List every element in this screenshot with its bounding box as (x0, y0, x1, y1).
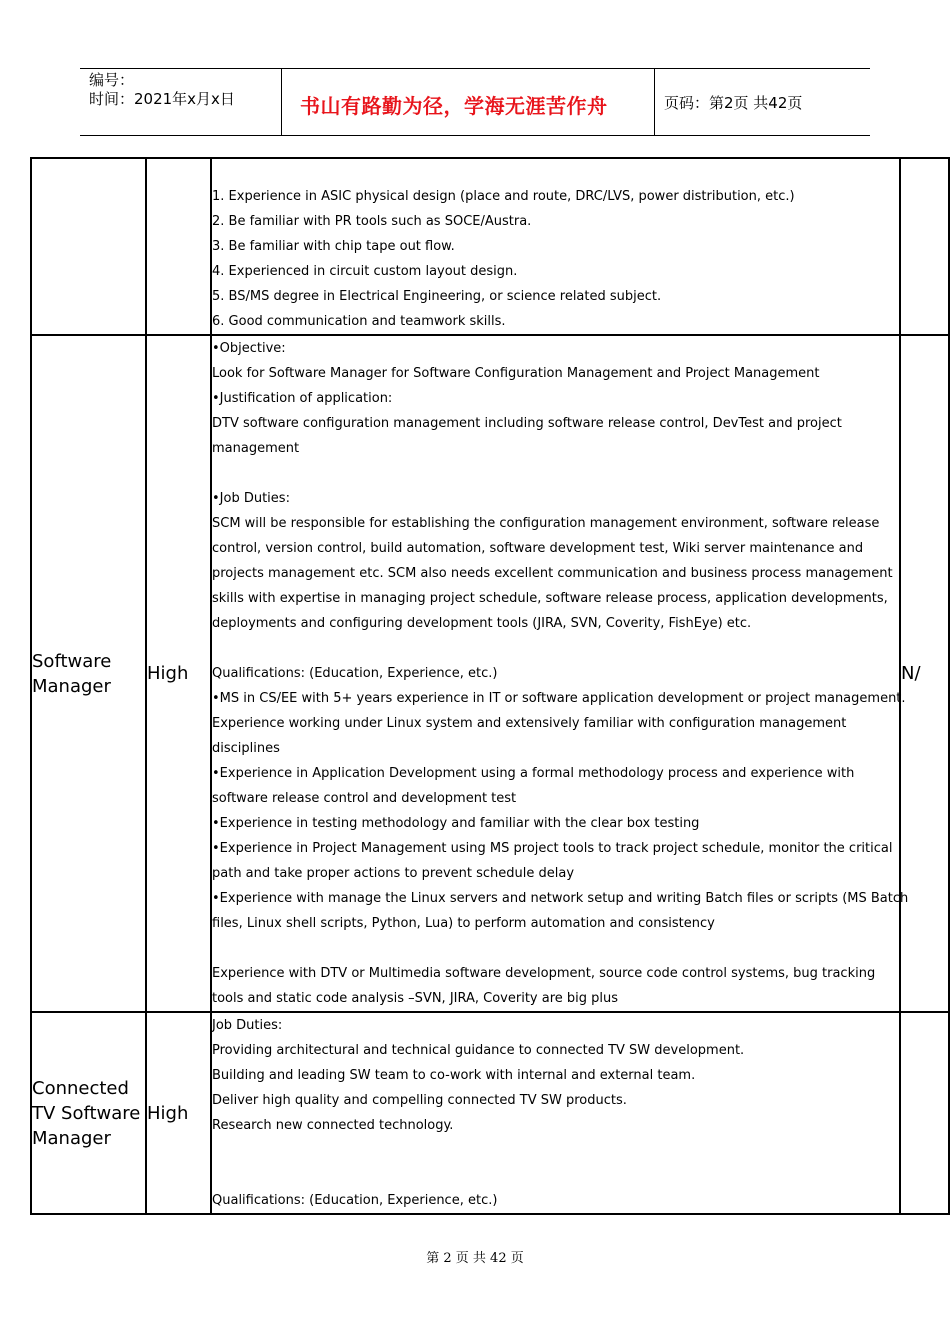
description-line: 1. Experience in ASIC physical design (place and route, DRC/LVS, power distribution, etc.) (212, 189, 795, 204)
description-line: skills with expertise in managing project schedule, software release process, application developments, (212, 591, 888, 606)
description-line: Deliver high quality and compelling connected TV SW products. (212, 1093, 627, 1108)
description-line: Job Duties: (212, 1018, 283, 1033)
job-title-line: Software (32, 650, 112, 672)
description-line: •Justification of application: (212, 391, 393, 406)
description-line: •Experience with manage the Linux servers and network setup and writing Batch files or scripts (MS Batch (212, 891, 909, 906)
table-row (31, 158, 949, 335)
header-bottom-rule (80, 135, 870, 136)
table-row (31, 1012, 949, 1214)
description-line: disciplines (212, 741, 280, 756)
description-line: Research new connected technology. (212, 1118, 454, 1133)
description-line (212, 936, 899, 961)
description-line (212, 1138, 899, 1163)
description-line: •Experience in testing methodology and familiar with the clear box testing (212, 816, 700, 831)
note-cell (900, 158, 949, 335)
priority-cell (146, 158, 211, 335)
description-line: 4. Experienced in circuit custom layout design. (212, 264, 518, 279)
job-table (30, 157, 950, 1215)
job-title-line: Manager (32, 1127, 111, 1149)
description-line: •Experience in Application Development using a formal methodology process and experience with (212, 766, 855, 781)
description-line: Qualifications: (Education, Experience, etc.) (212, 666, 498, 681)
description-line: files, Linux shell scripts, Python, Lua) to perform automation and consistency (212, 916, 715, 931)
description-line: •Experience in Project Management using MS project tools to track project schedule, monitor the critical (212, 841, 893, 856)
header-divider-right (654, 69, 655, 136)
description-line: path and take proper actions to prevent schedule delay (212, 866, 575, 881)
motto: 书山有路勤为径，学海无涯苦作舟 (300, 94, 608, 118)
description-line: management (212, 441, 300, 456)
serial-label: 编号： (89, 71, 135, 89)
description-line: •Objective: (212, 341, 286, 356)
description-line: Qualifications: (Education, Experience, etc.) (212, 1193, 498, 1208)
description-cell (211, 158, 900, 335)
description-line: 6. Good communication and teamwork skills. (212, 314, 506, 329)
job-title-cell (31, 335, 146, 1012)
job-title-line: Connected (32, 1077, 129, 1099)
description-line: Experience with DTV or Multimedia software development, source code control systems, bug tracking (212, 966, 876, 981)
priority-cell: High (146, 335, 211, 1012)
description-line (212, 461, 899, 486)
description-line: •Job Duties: (212, 491, 290, 506)
description-line: SCM will be responsible for establishing the configuration management environment, software release (212, 516, 880, 531)
note-cell: N/ (900, 335, 949, 1012)
description-line: DTV software configuration management including software release control, DevTest and project (212, 416, 842, 431)
description-line: 3. Be familiar with chip tape out flow. (212, 239, 455, 254)
description-line: deployments and configuring development tools (JIRA, SVN, Coverity, FishEye) etc. (212, 616, 752, 631)
description-line: 5. BS/MS degree in Electrical Engineering, or science related subject. (212, 289, 662, 304)
description-line: Providing architectural and technical guidance to connected TV SW development. (212, 1043, 745, 1058)
description-line (212, 636, 899, 661)
description-line: •MS in CS/EE with 5+ years experience in IT or software application development or project management. (212, 691, 906, 706)
description-line: control, version control, build automation, software development test, Wiki server maintenance and (212, 541, 864, 556)
description-line: Experience working under Linux system and extensively familiar with configuration management (212, 716, 847, 731)
description-line: Building and leading SW team to co-work with internal and external team. (212, 1068, 696, 1083)
header-divider-left (281, 69, 282, 136)
description-line (212, 159, 899, 184)
description-line: projects management etc. SCM also needs excellent communication and business process management (212, 566, 893, 581)
job-title-cell (31, 158, 146, 335)
job-title-line: TV Software (32, 1102, 141, 1124)
table-row (31, 335, 949, 1012)
job-title-cell (31, 1012, 146, 1214)
page-footer: 第 2 页 共 42 页 (426, 1251, 524, 1266)
priority-cell: High (146, 1012, 211, 1214)
description-line (212, 1163, 899, 1188)
description-cell (211, 335, 909, 1012)
description-line: software release control and development test (212, 791, 517, 806)
description-line: 2. Be familiar with PR tools such as SOCE/Austra. (212, 214, 532, 229)
description-line: Look for Software Manager for Software Configuration Management and Project Management (212, 366, 820, 381)
header-top-rule (80, 68, 870, 69)
page-label: 页码：第2页 共42页 (664, 94, 803, 112)
description-cell (211, 1012, 900, 1214)
job-title-line: Manager (32, 675, 111, 697)
note-cell (900, 1012, 949, 1214)
description-line: tools and static code analysis –SVN, JIRA, Coverity are big plus (212, 991, 619, 1006)
date-label: 时间：2021年x月x日 (89, 90, 235, 108)
